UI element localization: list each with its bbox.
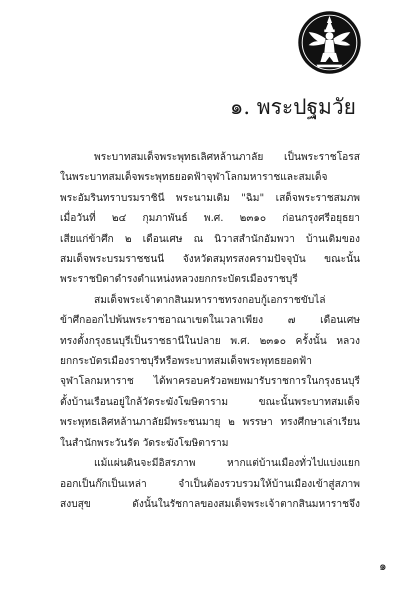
text-line: จุฬาโลกมหาราช ได้พาครอบครัวอพยพมารับราชการในกรุงธนบุรี — [60, 376, 360, 388]
text-line: ข้าศึกออกไปพ้นพระราชอาณาเขตในเวลาเพียง ๗ เดือนเศษ — [60, 315, 360, 327]
text-line: สมเด็จพระบรมราชชนนี จังหวัดสมุทรสงครามปัจจุบัน ขณะนั้น — [60, 254, 360, 266]
chapter-heading: ๑. พระปฐมวัย — [230, 95, 356, 119]
text-line: สมเด็จพระเจ้าตากสินมหาราชทรงกอบกู้เอกราชขับไล่ — [94, 294, 326, 306]
text-line: ออกเป็นก๊กเป็นเหล่า จำเป็นต้องรวบรวมให้บ้านเมืองเข้าสู่สภาพ — [60, 478, 360, 490]
paragraph — [60, 148, 360, 291]
text-line: พระบาทสมเด็จพระพุทธเลิศหล้านภาลัย เป็นพระราชโอรส — [94, 152, 360, 163]
text-line: ยกกระบัตรเมืองราชบุรีหรือพระบาทสมเด็จพระพุทธยอดฟ้า — [60, 356, 312, 368]
paragraph — [60, 454, 360, 515]
text-line: เมื่อวันที่ ๒๔ กุมภาพันธ์ พ.ศ. ๒๓๑๐ ก่อนกรุงศรีอยุธยา — [60, 213, 360, 225]
text-line: ในพระบาทสมเด็จพระพุทธยอดฟ้าจุฬาโลกมหาราชและสมเด็จ — [60, 172, 328, 184]
text-line: ในสำนักพระวันรัต วัดระฆังโฆษิตาราม — [60, 437, 229, 449]
text-line: เสียแก่ข้าศึก ๒ เดือนเศษ ณ นิวาสสำนักอัมพวา บ้านเดิมของ — [60, 233, 360, 245]
royal-emblem — [297, 10, 362, 75]
text-line: ตั้งบ้านเรือนอยู่ใกล้วัดระฆังโฆษิตาราม ขณะนั้นพระบาทสมเด็จ — [60, 396, 360, 408]
text-line: แม้แผ่นดินจะมีอิสรภาพ หากแต่บ้านเมืองทั่วไปแบ่งแยก — [94, 458, 360, 470]
text-line: พระอัมรินทราบรมราชินี พระนามเดิม "ฉิม" เสด็จพระราชสมภพ — [60, 192, 360, 204]
text-line: พระราชบิดาดำรงตำแหน่งหลวงยกกระบัตรเมืองราชบุรี — [60, 274, 298, 286]
text-line: พระพุทธเลิศหล้านภาลัยมีพระชนมายุ ๒ พรรษา ทรงศึกษาเล่าเรียน — [60, 417, 360, 429]
page-number: ๑ — [379, 559, 387, 573]
text-line: ทรงตั้งกรุงธนบุรีเป็นราชธานีในปลาย พ.ศ. ๒๓๑๐ ครั้งนั้น หลวง — [60, 335, 360, 347]
text-line: สงบสุข ดังนั้นในรัชกาลของสมเด็จพระเจ้าตากสินมหาราชจึง — [60, 498, 360, 510]
chapter-body — [60, 148, 360, 515]
paragraph — [60, 291, 360, 454]
